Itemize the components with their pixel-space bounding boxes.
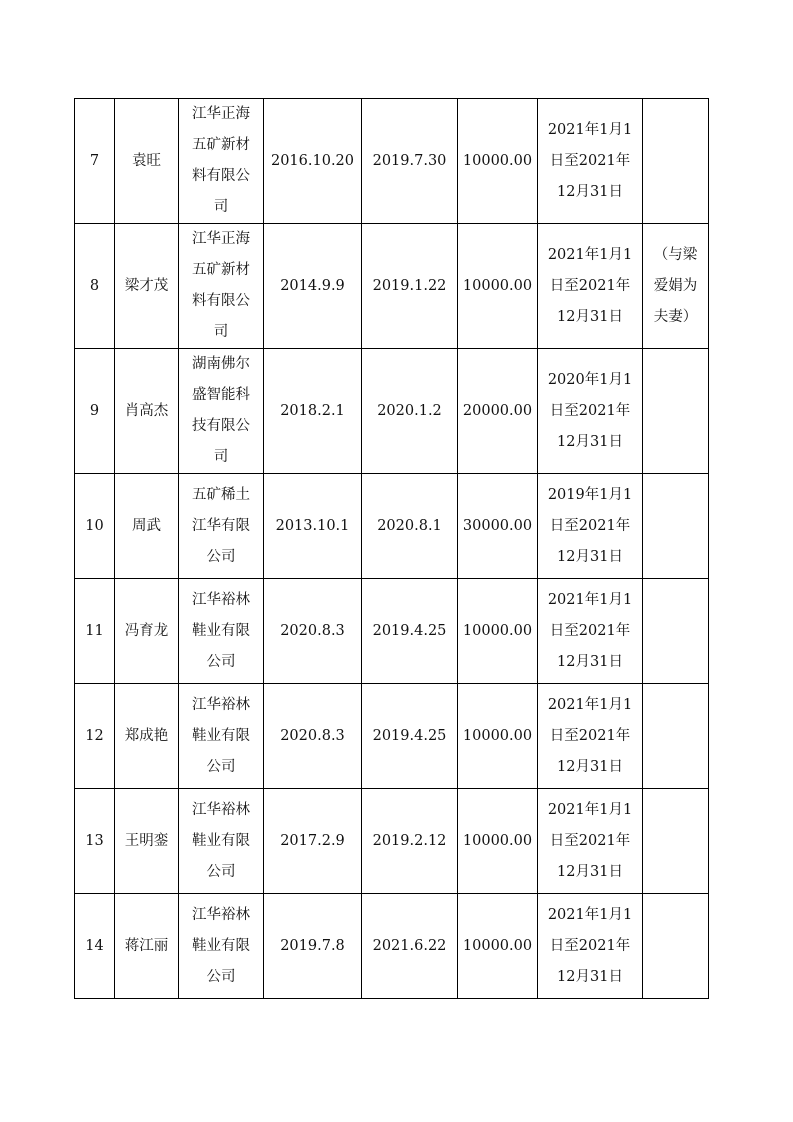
cell-amount: 10000.00 [458,224,538,349]
cell-line: 湖南佛尔 [192,356,250,372]
cell-line: 12月31日 [557,308,623,325]
cell-company [179,684,264,789]
cell-amount: 20000.00 [458,349,538,474]
cell-line: 公司 [206,548,236,565]
cell-end: 2019.2.12 [362,789,458,894]
cell-line: 鞋业有限 [192,622,250,639]
cell-no: 9 [75,349,115,474]
cell-line: 江华正海 [192,231,250,247]
cell-line: 12月31日 [557,653,623,670]
cell-period [538,894,643,999]
cell-line: 江华裕林 [192,591,250,608]
cell-company [179,789,264,894]
cell-company [179,579,264,684]
cell-line: 12月31日 [557,968,623,985]
cell-start: 2013.10.1 [264,474,362,579]
cell-name: 王明銮 [115,789,179,894]
cell-end: 2020.1.2 [362,349,458,474]
cell-line: （与梁 [653,246,698,263]
cell-name: 郑成艳 [115,684,179,789]
cell-line: 2021年1月1 [547,696,633,713]
cell-line: 公司 [206,758,236,775]
cell-no: 7 [75,99,115,224]
cell-line: 鞋业有限 [192,937,250,954]
cell-end: 2019.7.30 [362,99,458,224]
cell-line: 五矿新材 [192,262,250,278]
cell-period [538,224,643,349]
cell-line: 2021年1月1 [547,121,633,138]
cell-note [643,684,709,789]
cell-line: 盛智能科 [192,387,250,403]
table-row [75,474,709,579]
cell-no: 13 [75,789,115,894]
cell-name: 周武 [115,474,179,579]
cell-amount: 10000.00 [458,894,538,999]
cell-note [643,789,709,894]
cell-company [179,224,264,349]
cell-amount: 10000.00 [458,579,538,684]
cell-line: 料有限公 [192,293,250,309]
cell-line: 日至2021年 [549,832,631,849]
cell-period [538,474,643,579]
cell-line: 料有限公 [192,168,250,184]
cell-no: 10 [75,474,115,579]
cell-end: 2019.1.22 [362,224,458,349]
cell-line: 五矿稀土 [192,486,250,503]
cell-line: 江华裕林 [192,696,250,713]
cell-start: 2019.7.8 [264,894,362,999]
table-row [75,99,709,224]
cell-period [538,99,643,224]
cell-start: 2014.9.9 [264,224,362,349]
cell-line: 2021年1月1 [547,591,633,608]
cell-line: 司 [213,199,229,215]
cell-line: 12月31日 [557,433,623,450]
cell-line: 日至2021年 [549,517,631,534]
cell-line: 鞋业有限 [192,727,250,744]
cell-line: 日至2021年 [549,622,631,639]
cell-end: 2019.4.25 [362,579,458,684]
cell-line: 日至2021年 [549,937,631,954]
cell-name: 冯育龙 [115,579,179,684]
cell-company [179,474,264,579]
cell-amount: 30000.00 [458,474,538,579]
cell-line: 江华裕林 [192,801,250,818]
table-row [75,224,709,349]
cell-line: 12月31日 [557,548,623,565]
table-row [75,894,709,999]
cell-company [179,349,264,474]
cell-name: 梁才茂 [115,224,179,349]
cell-line: 2021年1月1 [547,801,633,818]
table-row [75,579,709,684]
cell-line: 12月31日 [557,183,623,200]
table-row [75,349,709,474]
cell-note [643,99,709,224]
cell-line: 江华有限 [192,517,250,534]
cell-line: 2021年1月1 [547,246,633,263]
cell-start: 2020.8.3 [264,579,362,684]
cell-line: 2020年1月1 [547,371,633,388]
cell-line: 夫妻） [653,308,698,325]
cell-line: 日至2021年 [549,152,631,169]
cell-note [643,894,709,999]
cell-line: 日至2021年 [549,277,631,294]
cell-line: 爱娟为 [653,277,698,294]
table-row [75,684,709,789]
cell-no: 11 [75,579,115,684]
table-row [75,789,709,894]
cell-start: 2017.2.9 [264,789,362,894]
cell-line: 2021年1月1 [547,906,633,923]
cell-note [643,579,709,684]
cell-no: 12 [75,684,115,789]
cell-line: 日至2021年 [549,727,631,744]
records-table [74,98,709,999]
cell-line: 司 [213,449,229,465]
cell-company [179,99,264,224]
cell-line: 公司 [206,653,236,670]
cell-line: 公司 [206,968,236,985]
cell-start: 2020.8.3 [264,684,362,789]
cell-name: 袁旺 [115,99,179,224]
cell-line: 江华裕林 [192,906,250,923]
cell-company [179,894,264,999]
cell-amount: 10000.00 [458,789,538,894]
cell-name: 肖高杰 [115,349,179,474]
cell-line: 12月31日 [557,863,623,880]
cell-line: 司 [213,324,229,340]
cell-start: 2016.10.20 [264,99,362,224]
cell-line: 公司 [206,863,236,880]
cell-start: 2018.2.1 [264,349,362,474]
cell-line: 鞋业有限 [192,832,250,849]
cell-no: 14 [75,894,115,999]
cell-note [643,224,709,349]
cell-no: 8 [75,224,115,349]
cell-amount: 10000.00 [458,684,538,789]
cell-line: 12月31日 [557,758,623,775]
cell-amount: 10000.00 [458,99,538,224]
cell-line: 江华正海 [192,106,250,122]
cell-line: 日至2021年 [549,402,631,419]
cell-line: 五矿新材 [192,137,250,153]
cell-name: 蒋江丽 [115,894,179,999]
cell-end: 2021.6.22 [362,894,458,999]
cell-end: 2019.4.25 [362,684,458,789]
cell-note [643,474,709,579]
cell-period [538,789,643,894]
cell-note [643,349,709,474]
cell-line: 2019年1月1 [547,486,633,503]
cell-period [538,349,643,474]
cell-period [538,579,643,684]
cell-period [538,684,643,789]
cell-end: 2020.8.1 [362,474,458,579]
cell-line: 技有限公 [192,418,250,434]
